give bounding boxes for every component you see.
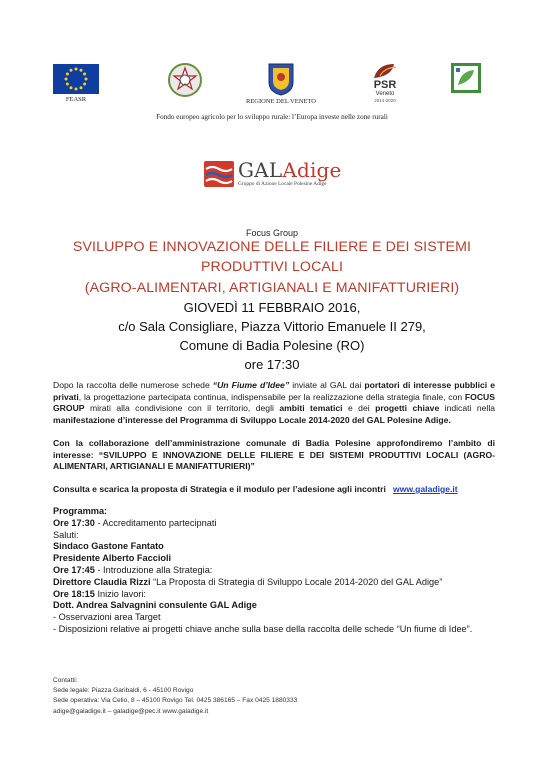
contatti-email: adige@galadige.it – galadige@pec.it www.galadige.it [53, 707, 209, 715]
programma-heading: Programma: [53, 506, 108, 516]
eu-flag-icon [53, 64, 99, 94]
veneto-caption: REGIONE DEL VENETO [246, 98, 316, 105]
consulente: Dott. Andrea Salvagnini consulente GAL Adige [53, 600, 257, 611]
programma-row-3: Ore 18:15 Inizio lavori: [53, 588, 146, 599]
event-place-2: Comune di Badia Polesine (RO) [179, 338, 365, 353]
psr-sub: Veneto [375, 91, 395, 97]
leader-icon [451, 63, 481, 93]
galadige-link[interactable]: www.galadige.it [393, 484, 458, 494]
event-time: ore 17:30 [244, 357, 300, 372]
sede-operativa: Sede operativa: Via Celio, 8 – 45100 Rovigo Tel. 0425 386165 – Fax 0425 1880333 [53, 697, 298, 705]
psr-text: PSR [373, 79, 397, 91]
italy-emblem [167, 62, 203, 98]
psr-veneto-logo [370, 62, 400, 103]
waves-icon [204, 161, 234, 187]
direttore: Direttore Claudia Rizzi “La Proposta di Strategia di Sviluppo Locale 2014-2020 del GAL Adige” [53, 576, 443, 587]
psr-years: 2014-2020 [374, 98, 396, 103]
gal-name: GALAdige [238, 158, 342, 182]
sindaco: Sindaco Gastone Fantato [53, 541, 164, 552]
psr-leaf-icon [370, 62, 400, 80]
gal-subtitle: Gruppo di Azione Locale Polesine Adige [238, 181, 327, 187]
saluti-label: Saluti: [53, 529, 79, 540]
gal-adige-logo [204, 160, 342, 187]
event-label: Focus Group [245, 228, 299, 238]
bullet-2: - Disposizioni relative ai progetti chiave anche sulla base della raccolta delle schede “Un fiume di Idee”. [53, 623, 473, 634]
bullet-1: - Osservazioni area Target [53, 612, 161, 623]
presidente: Presidente Alberto Faccioli [53, 553, 172, 564]
lion-shield-icon [267, 62, 295, 96]
event-date: GIOVEDÌ 11 FEBBRAIO 2016, [183, 300, 361, 315]
contatti-block [53, 676, 297, 717]
feasr-caption: FEASR [65, 96, 87, 103]
collab-paragraph: Con la collaborazione dell’amministrazione comunale di Badia Polesine approfondiremo l’ambito di interesse: “SVILUPPO E INNOVAZIONE DELLE FILIERE E DEI SISTEMI PRODUTTIVI LOCALI (AGRO-ALIMENTARI, ARTIGIANALI E MANIFATTURIERI)” [53, 438, 495, 472]
fondo-tagline: Fondo europeo agricolo per lo sviluppo rurale: l’Europa investe nelle zone rurali [156, 113, 388, 121]
republic-emblem-icon [167, 62, 203, 98]
event-title-line-2: PRODUTTIVI LOCALI [200, 259, 344, 275]
programma-list [53, 506, 503, 636]
consult-paragraph: Consulta e scarica la proposta di Strategia e il modulo per l’adesione agli incontri www.galadige.it [53, 484, 458, 494]
event-title-line-3: (AGRO-ALIMENTARI, ARTIGIANALI E MANIFATTURIERI) [84, 280, 460, 296]
event-place-1: c/o Sala Consigliare, Piazza Vittorio Emanuele II 279, [118, 319, 426, 334]
leader-logo [451, 63, 481, 93]
sede-legale: Sede legale: Piazza Garibaldi, 6 - 45100 Rovigo [53, 687, 194, 695]
event-title-line-1: SVILUPPO E INNOVAZIONE DELLE FILIERE E DEI SISTEMI [72, 239, 472, 255]
intro-paragraph: Dopo la raccolta delle numerose schede “Un Fiume d’Idee” inviate al GAL dai portatori di interesse pubblici e privati, la progettazione partecipata continua, indispensabile per la realizzazione della strategia finale, con FOCUS GROUP mirati alla condivisione con il territorio, degli ambiti tematici e dei progetti chiave indicati nella manifestazione d’interesse del Programma di Sviluppo Locale 2014-2020 del GAL Polesine Adige. [53, 380, 496, 425]
feasr-logo [53, 64, 99, 103]
regione-veneto-logo [246, 62, 316, 105]
programma-row-2: Ore 17:45 - Introduzione alla Strategia: [53, 564, 213, 575]
programma-row-1: Ore 17:30 - Accreditamento partecipnati [53, 517, 217, 528]
contatti-heading: Contatti: [53, 677, 78, 684]
